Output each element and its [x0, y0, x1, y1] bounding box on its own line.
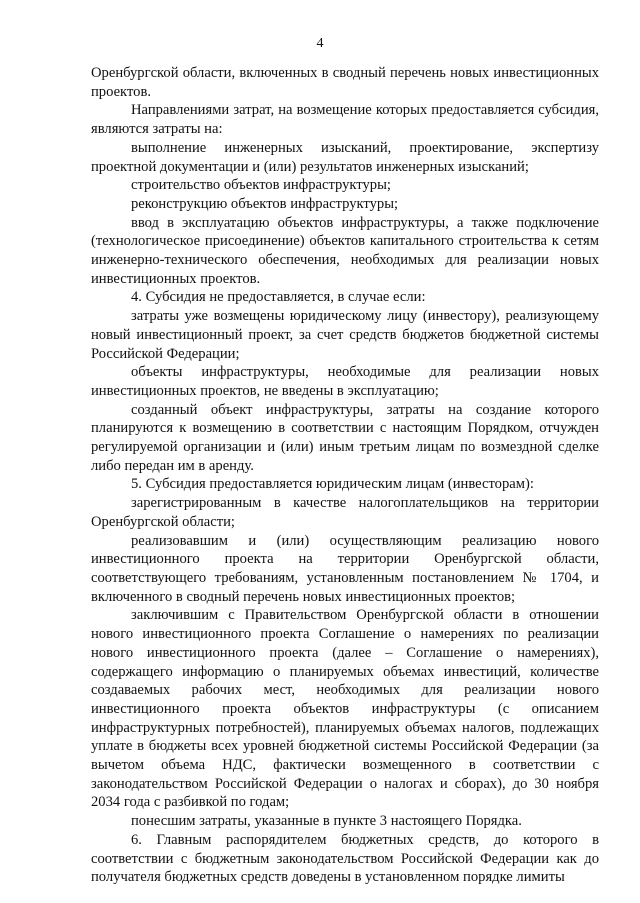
paragraph-agreement-of-intent: заключившим с Правительством Оренбургской области в отношении нового инвестиционного проекта Соглашение о намерениях по реализации нового инвестиционного проекта (далее – Соглашение о намерениях), содержащего информацию о планируемых объемах инвестиций, количестве создаваемых рабочих мест, необходимых для реализации нового инвестиционного проекта объектов инфраструктуры (с описанием инфраструктурных потребностей), планируемых объемах налогов, подлежащих уплате в бюджеты всех уровней бюджетной системы Российской Федерации (за вычетом объема НДС, фактически возмещенного в соответствии с законодательством Российской Федерации о налогах и сборах), до 30 ноября 2034 года с разбивкой по годам;	[91, 607, 599, 811]
paragraph-clause-4: 4. Субсидия не предоставляется, в случае если:	[131, 289, 426, 306]
paragraph-object-alienated: созданный объект инфраструктуры, затраты на создание которого планируются к возмещению в соответствии с настоящим Порядком, отчужден регулируемой организации и (или) иным третьим лицам по возмездной сделке либо передан им в аренду.	[91, 401, 599, 474]
paragraph-construction: строительство объектов инфраструктуры;	[131, 177, 391, 194]
paragraph-clause-6: 6. Главным распорядителем бюджетных средств, до которого в соответствии с бюджетным законодательством Российской Федерации как до получателя бюджетных средств доведены в установленном порядке лимиты	[91, 831, 599, 886]
page-number: 4	[316, 36, 324, 51]
paragraph-costs-reimbursed: затраты уже возмещены юридическому лицу (инвестору), реализующему новый инвестиционный проект, за счет средств бюджетов бюджетной системы Российской Федерации;	[91, 308, 599, 362]
paragraph-engineering-surveys: выполнение инженерных изысканий, проектирование, экспертизу проектной документации и (или) результатов инженерных изысканий;	[91, 139, 599, 175]
paragraph-not-commissioned: объекты инфраструктуры, необходимые для реализации новых инвестиционных проектов, не введены в эксплуатацию;	[91, 364, 599, 399]
paragraph-expense-directions: Направлениями затрат, на возмещение которых предоставляется субсидия, являются затраты на:	[91, 102, 599, 138]
document-body	[91, 64, 599, 887]
paragraph-incurred-costs: понесшим затраты, указанные в пункте 3 настоящего Порядка.	[131, 813, 522, 830]
paragraph-clause-5: 5. Субсидия предоставляется юридическим лицам (инвесторам):	[131, 476, 534, 493]
paragraph-implementing-project: реализовавшим и (или) осуществляющим реализацию нового инвестиционного проекта на территории Оренбургской области, соответствующего требованиям, установленным постановлением № 1704, и включенного в сводный перечень новых инвестиционных проектов;	[91, 532, 599, 605]
paragraph-commissioning: ввод в эксплуатацию объектов инфраструктуры, а также подключение (технологическое присоединение) объектов капитального строительства к сетям инженерно-технического обеспечения, необходимых для реализации новых инвестиционных проектов.	[91, 214, 599, 287]
paragraph-registered-taxpayers: зарегистрированным в качестве налогоплательщиков на территории Оренбургской области;	[91, 495, 599, 530]
paragraph-reconstruction: реконструкцию объектов инфраструктуры;	[131, 195, 399, 212]
paragraph-continuation: Оренбургской области, включенных в сводный перечень новых инвестиционных проектов.	[91, 65, 599, 100]
